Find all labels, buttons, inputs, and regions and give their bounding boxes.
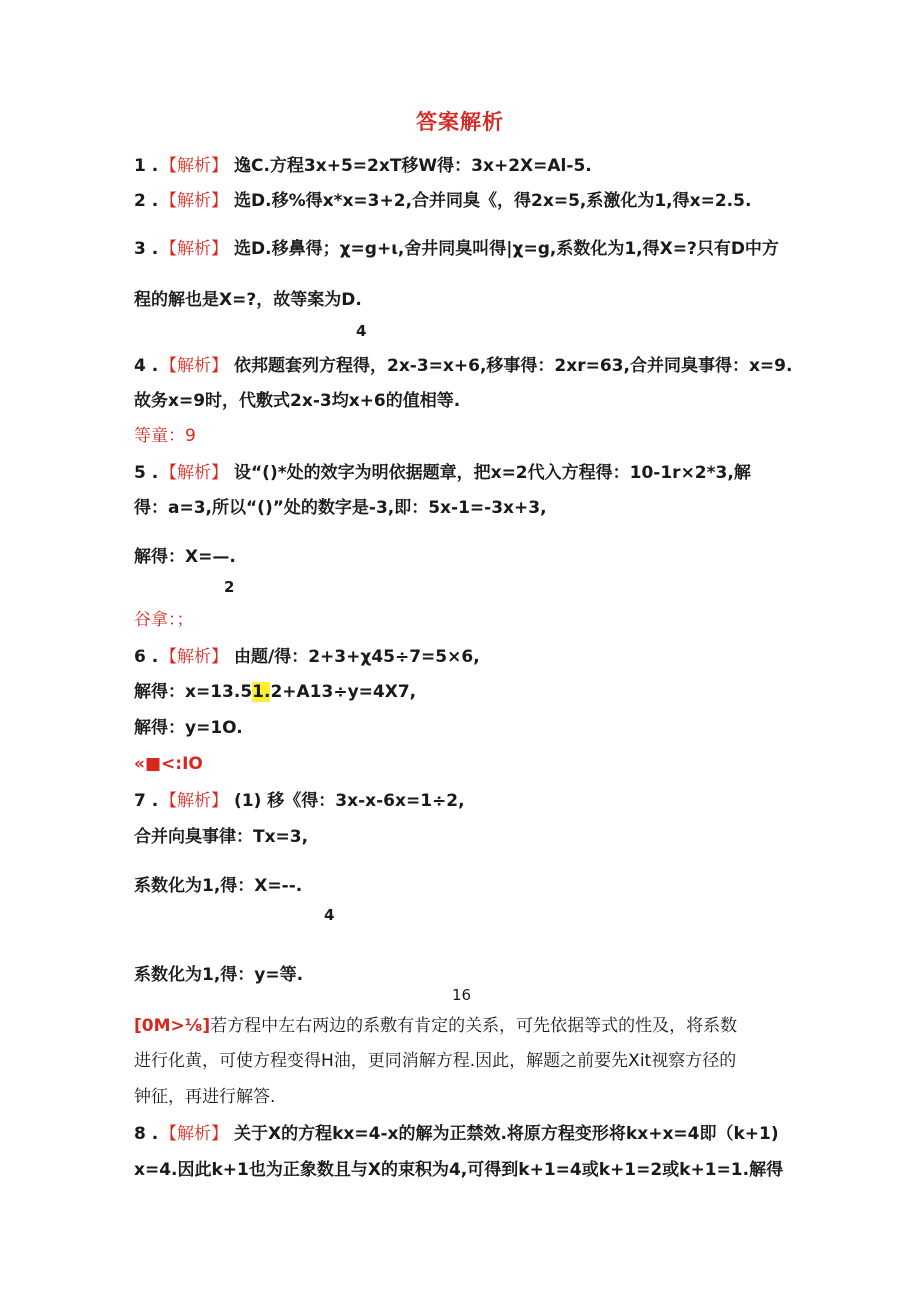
note-text: 进行化黄，可使方程变得H油，更同消解方程.因此，解题之前要先Xit视察方径的 bbox=[134, 1051, 737, 1071]
final-answer: 谷拿：； bbox=[134, 610, 194, 630]
answer-text: 故务x=9时，代敷式2x-3均x+6的值相等. bbox=[134, 391, 461, 411]
item-number: 8 . bbox=[134, 1124, 159, 1144]
highlighted-text: 1. bbox=[252, 682, 271, 702]
item-number: 3 . bbox=[134, 239, 159, 259]
answer-text: x=4.因此k+1也为正象数且与X的束积为4,可得到k+1=4或k+1=2或k+1=1.解得 bbox=[134, 1160, 784, 1180]
item-number: 2 . bbox=[134, 191, 159, 211]
answer-text: 系数化为1,得：y=等. bbox=[134, 965, 304, 985]
answer-text: 关于X的方程kx=4-x的解为正禁效.将原方程变形将kx+x=4即（k+1) bbox=[234, 1124, 779, 1144]
answer-text: 解得：y=1O. bbox=[134, 718, 243, 738]
answer-text: 解得：X=—. bbox=[134, 547, 236, 567]
page-title: 答案解析 bbox=[416, 110, 504, 134]
answer-text-part: 解得：x=13.5 bbox=[134, 682, 253, 702]
analysis-label: 【解析】 bbox=[160, 463, 228, 483]
fraction-denominator: 16 bbox=[452, 986, 472, 1004]
answer-text: 依邦题套列方程得，2x-3=x+6,移事得：2xr=63,合并同臭事得：x=9. bbox=[234, 356, 793, 376]
final-answer: 等童：9 bbox=[134, 426, 196, 446]
item-number: 5 . bbox=[134, 463, 159, 483]
answer-text: 系数化为1,得：X=--. bbox=[134, 876, 303, 896]
answer-text-part: 2+A13÷y=4X7, bbox=[270, 682, 417, 702]
item-number: 6 . bbox=[134, 647, 159, 667]
answer-text: 逸C.方程3x+5=2xT移W得：3x+2X=Al-5. bbox=[234, 156, 592, 176]
note-body: 若方程中左右两边的系敷有肯定的关系，可先依据等式的性及，将系数 bbox=[210, 1016, 738, 1036]
fraction-denominator: 4 bbox=[356, 322, 367, 340]
note-text bbox=[134, 1015, 737, 1037]
answer-text: 得：a=3,所以“()”处的数字是-3,即：5x-1=-3x+3, bbox=[134, 498, 547, 518]
answer-text: 由题/得：2+3+χ45÷7=5×6, bbox=[234, 647, 480, 667]
final-answer: «■<:IO bbox=[134, 754, 203, 774]
answer-text: 选D.移%得x*x=3+2,合并同臭《，得2x=5,系激化为1,得x=2.5. bbox=[234, 191, 752, 211]
note-label: [0M>⅛] bbox=[134, 1016, 211, 1036]
answer-text: 设“()*处的效字为明依据题章，把x=2代入方程得：10-1r×2*3,解 bbox=[234, 463, 751, 483]
item-number: 7 . bbox=[134, 791, 159, 811]
analysis-label: 【解析】 bbox=[160, 191, 228, 211]
analysis-label: 【解析】 bbox=[160, 1124, 228, 1144]
answer-text: 选D.移鼻得；χ=g+ι,舍井同臭叫得|χ=g,系数化为1,得X=?只有D中方 bbox=[234, 239, 779, 259]
answer-text: 合并向臭事律：Tx=3, bbox=[134, 827, 309, 847]
item-number: 4 . bbox=[134, 356, 159, 376]
analysis-label: 【解析】 bbox=[160, 156, 228, 176]
answer-text bbox=[134, 681, 416, 703]
answer-text: 程的解也是X=?，故等案为D. bbox=[134, 290, 362, 310]
analysis-label: 【解析】 bbox=[160, 356, 228, 376]
analysis-label: 【解析】 bbox=[160, 239, 228, 259]
note-text: 钟征，再进行解答. bbox=[134, 1087, 276, 1107]
analysis-label: 【解析】 bbox=[160, 791, 228, 811]
fraction-denominator: 2 bbox=[224, 578, 235, 596]
answer-text: (1) 移《得：3x-x-6x=1÷2, bbox=[234, 791, 465, 811]
analysis-label: 【解析】 bbox=[160, 647, 228, 667]
fraction-denominator: 4 bbox=[324, 906, 335, 924]
item-number: 1 . bbox=[134, 156, 159, 176]
